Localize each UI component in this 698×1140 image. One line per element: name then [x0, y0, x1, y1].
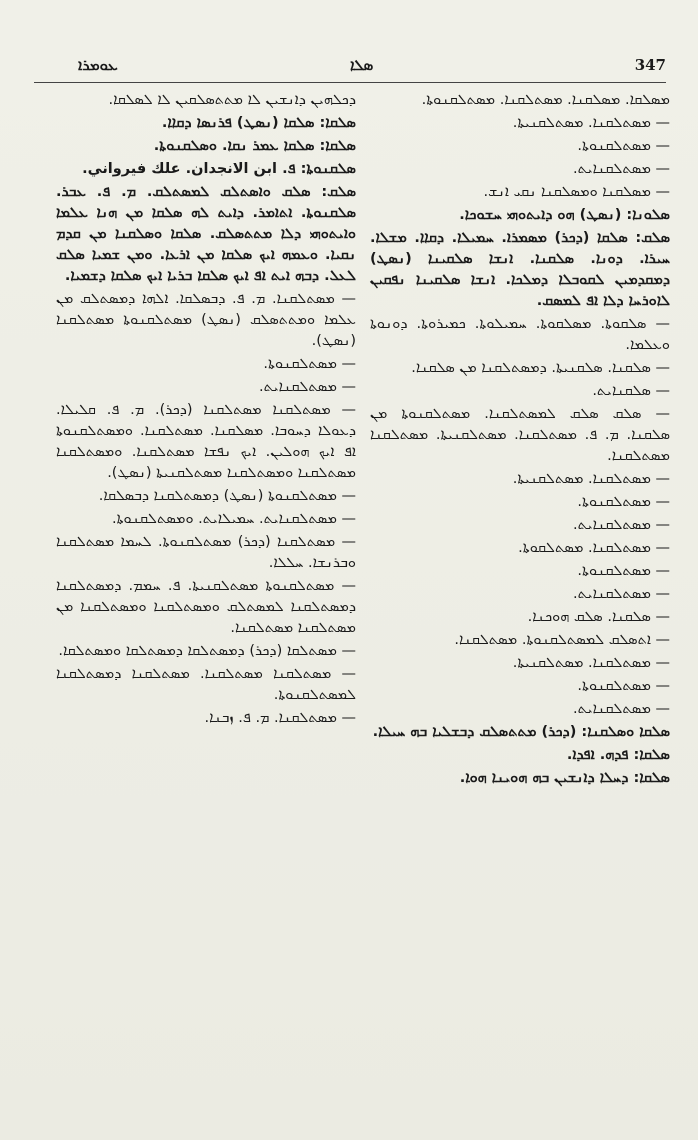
- dictionary-entry: — ܣܠܩ ܣܠܩ ܠܡܣܬܠܩܢܐ. ܡܣܬܠܩܢܘܬܐ ܡܢ ܣܠܩܢܐ. ܡ. ܦ. ܡܣܬܠܩܢܐ. ܡܣܬܠܩܢܝܬܐ. ܡܣܬܠܩܢܐ ܡܣܬܠܩܢܐ.: [370, 406, 670, 464]
- dictionary-entry: — ܡܣܬܠܩܢܘܬܐ (ܢܣܛ) ܕܡܣܬܠܩܢܐ ܕܒܣܠܩܐ.: [98, 488, 356, 504]
- dictionary-headword-entry: ܣܠܩܢܘܬܐ: ܦ. ابن الانجدان. علك فيرواني.: [82, 161, 356, 177]
- dictionary-headword-entry: ܣܠܩܐ: ܦܕܗ. ܐܦܕܐ.: [566, 747, 670, 763]
- page-number: 347: [634, 56, 666, 74]
- dictionary-entry: — ܣܠܩܢܐ. ܣܠܩ ܗܘܟܢܐ.: [527, 609, 670, 625]
- dictionary-headword-entry: ܣܠܩܐ ܘܣܠܩܢܐ: (ܕܟܪ) ܡܬܬܣܠܩ ܕܒܫܠܝܐ ܒܗ ܚܝܠܐ.: [372, 724, 670, 740]
- dictionary-entry: — ܡܣܬܠܩܢܐ. ܡܣܬܠܩܘܬܐ.: [518, 540, 670, 556]
- dictionary-entry: — ܡܣܬܠܩܢܐ ܡܣܬܠܩܢܐ (ܕܟܪ). ܡ. ܦ. ܩܠܝܠܐ. ܕܥܘܠܐ ܕܚܘܒܐ. ܡܣܠܩܢܐ. ܡܣܬܠܩܢܐ. ܘܡܣܬܠܩܢܘܬܐ ܐܦ ܐܝܟ ܗܘܠܝܢ. ܐܝܟ ܢܦܫܐ ܡܣܬܠܩܢܐ. ܘܡܣܬܠܩܢܐ ܡܣܬܠܩܢܐ ܘܡܣܬܠܩܢܐ ܡܣܬܠܩܢܝܬܐ (ܢܣܛ).: [56, 402, 356, 481]
- dictionary-entry: — ܡܣܬܠܩܢܐܝܬ.: [259, 379, 356, 395]
- dictionary-entry: — ܡܣܬܠܩܢܐܝܬ. ܚܡܝܠܐܝܬ. ܘܡܣܬܠܩܢܘܬܐ.: [111, 511, 356, 527]
- dictionary-headword-entry: ܣܠܩܐ: ܣܠܩܐ (ܢܣܛ) ܦܪܢܣܐ ܕܩܐܐ.: [161, 115, 356, 131]
- dictionary-entry: — ܣܠܩܘܬܐ. ܡܣܠܩܘܬܐ. ܚܡܝܠܘܬܐ. ܟܡܝܪܘܬܐ. ܕܘܢܘܬܐ ܘܥܠܡܐ.: [370, 316, 670, 353]
- dictionary-entry: — ܡܣܬܠܩܢܐ. ܡܣܬܠܩܢܝܬܐ.: [512, 115, 670, 131]
- dictionary-headword-entry: ܣܠܩܐ: ܣܠܩܐ ܥܡܪ ܢܩܐ. ܘܣܠܩܢܘܬܐ.: [153, 138, 356, 154]
- running-head-left: ܥܘܡܪܐ: [78, 56, 118, 74]
- left-column: [56, 90, 356, 731]
- dictionary-headword-entry: ܣܠܩ: ܣܠܩܐ (ܕܟܪ) ܡܣܡܪܐ. ܚܡܝܠܐ. ܕܩܐܐ. ܡܫܠܐ. ܚܝܪܐ. ܕܘܢܐ. ܣܠܩܢܐ. ܐܢܫܐ ܣܠܩܝܢܐ (ܢܣܛ) ܕܡܩܕܡܝܢ ܠܩܘܒܠܐ ܕܡܠܟܐ. ܐܢܫܐ ܣܠܩܝܢܐ ܢܦܩܝܢ ܠܐܘܪܚܐ ܕܠܐ ܐܦ ܠܡܣܩ.: [370, 230, 670, 309]
- dictionary-entry: — ܡܣܬܠܩܢܘܬܐ.: [263, 356, 356, 372]
- dictionary-entry: — ܡܣܬܠܩܢܘܬܐ.: [577, 678, 670, 694]
- dictionary-entry: — ܡܣܬܠܩܢܐܝܬ.: [573, 517, 670, 533]
- header-rule: [34, 82, 666, 83]
- dictionary-entry: — ܣܠܩܢܐ. ܣܠܩܢܝܬܐ. ܕܡܣܬܠܩܢܐ ܡܢ ܣܠܩܢܐ.: [411, 360, 670, 376]
- right-column: [370, 90, 670, 791]
- dictionary-entry: — ܡܣܬܠܩܢܐ ܡܣܬܠܩܢܐ. ܡܣܬܠܩܢܐ ܕܡܣܬܠܩܢܐ ܠܡܣܬܠܩܢܘܬܐ.: [56, 666, 356, 703]
- dictionary-entry: — ܡܣܬܠܩܢܐܝܬ.: [573, 161, 670, 177]
- dictionary-headword-entry: ܣܠܩܐ: ܕܚܠܐ ܕܐܢܫܝܢ ܒܗ ܗܘܝܢܐ ܗܘܐ.: [459, 770, 670, 786]
- dictionary-headword-entry: ܣܠܘܢܐ: (ܢܣܛ) ܗܘ ܕܐܝܬܘܗܝ ܚܫܘܟܐ.: [459, 207, 670, 223]
- dictionary-entry: — ܡܣܠܩܢܐ ܘܡܣܠܩܢܐ ܢܩܝ ܐܢܫ.: [483, 184, 670, 200]
- running-head-center: ܣܠܐ: [350, 56, 374, 74]
- dictionary-entry: ܡܣܠܩܐ. ܡܣܠܩܢܐ. ܡܣܬܠܩܢܐ. ܡܣܬܠܩܢܘܬܐ.: [421, 92, 670, 108]
- dictionary-entry: — ܡܣܬܠܩܢܘܬܐ.: [577, 138, 670, 154]
- dictionary-entry: — ܡܣܬܠܩܢܐܝܬ.: [573, 586, 670, 602]
- dictionary-entry: — ܐܬܣܠܩ ܠܡܣܬܠܩܢܘܬܐ. ܡܣܬܠܩܢܐ.: [454, 632, 670, 648]
- dictionary-entry: — ܡܣܬܠܩܐ (ܕܟܪ) ܕܡܣܬܠܩܐ ܕܡܣܬܠܩܐ ܘܡܣܬܠܩܐ.: [58, 643, 356, 659]
- dictionary-headword-entry: ܣܠܩ: ܣܠܩ ܘܐܣܬܠܩ ܠܡܣܬܠܩ. ܡ. ܦ. ܥܒܪ. ܣܠܩܢܘܬܐ. ܐܬܐܡܪ. ܕܐܝܬ ܠܗ ܣܠܩܐ ܡܢ ܗܢܐ ܥܠܡܐ ܘܐܝܬܘܗܝ ܕܠܐ ܡܬܬܣܠܩ. ܣܠܩܐ ܘܣܠܩܢܐ ܡܢ ܩܕܡ ܢܩܝܐ. ܘܥܡܗ ܐܝܟ ܣܠܩܐ ܡܢ ܐܪܥܐ. ܘܡܢ ܫܡܝܐ ܣܠܩ ܠܥܠ. ܕܒܗ ܐܝܬ ܐܦ ܐܝܟ ܣܠܩܐ ܒܪܝܐ ܐܝܟ ܣܠܩܐ ܕܫܡܝܐ.: [56, 184, 356, 284]
- page-header: [30, 56, 678, 80]
- dictionary-entry: — ܡܣܬܠܩܢܐ. ܡ. ܦ. ܕܒܣܠܩܐ. ܐܠܗܐ ܕܡܣܬܠܩ ܡܢ ܥܠܡܐ ܘܡܬܬܣܠܩ (ܢܣܛ) ܡܣܬܠܩܢܘܬܐ ܡܣܬܠܩܢܐ (ܢܣܛ).: [56, 291, 356, 349]
- dictionary-entry: — ܡܣܬܠܩܢܐ. ܡܣܬܠܩܢܝܬܐ.: [512, 471, 670, 487]
- dictionary-entry: — ܡܣܬܠܩܢܘܬܐ ܡܣܬܠܩܢܝܬܐ. ܦ. ܚܡܡ. ܕܡܣܬܠܩܢܐ ܕܡܣܬܠܩܢܐ ܠܡܣܬܠܩ ܘܡܣܬܠܩܢܐ ܘܡܣܬܠܩܢܐ ܡܢ ܡܣܬܠܩܢܐ ܡܣܬܠܩܢܐ.: [56, 578, 356, 636]
- dictionary-entry: — ܡܣܬܠܩܢܐ. ܡ. ܦ. ܙܒܢܐ.: [204, 710, 356, 726]
- dictionary-entry: — ܡܣܬܠܩܢܘܬܐ.: [577, 494, 670, 510]
- dictionary-entry: — ܡܣܬܠܩܢܘܬܐ.: [577, 563, 670, 579]
- dictionary-entry: — ܡܣܬܠܩܢܐ (ܕܟܪ) ܡܣܬܠܩܢܘܬܐ. ܠܚܡܐ ܡܣܬܠܩܢܐ ܘܒܪܢܫܐ. ܚܠܠܐ.: [56, 534, 356, 571]
- dictionary-entry: — ܡܣܬܠܩܢܐܝܬ.: [573, 701, 670, 717]
- dictionary-entry: — ܡܣܬܠܩܢܐ. ܡܣܬܠܩܢܝܬܐ.: [512, 655, 670, 671]
- dictionary-entry: — ܣܠܩܢܐܝܬ.: [592, 383, 670, 399]
- dictionary-entry: ܕܟܠܗܝܢ ܕܐܢܫܝܢ ܠܐ ܡܬܬܣܠܩܝܢ ܠܐ ܠܣܠܩܐ.: [108, 92, 356, 108]
